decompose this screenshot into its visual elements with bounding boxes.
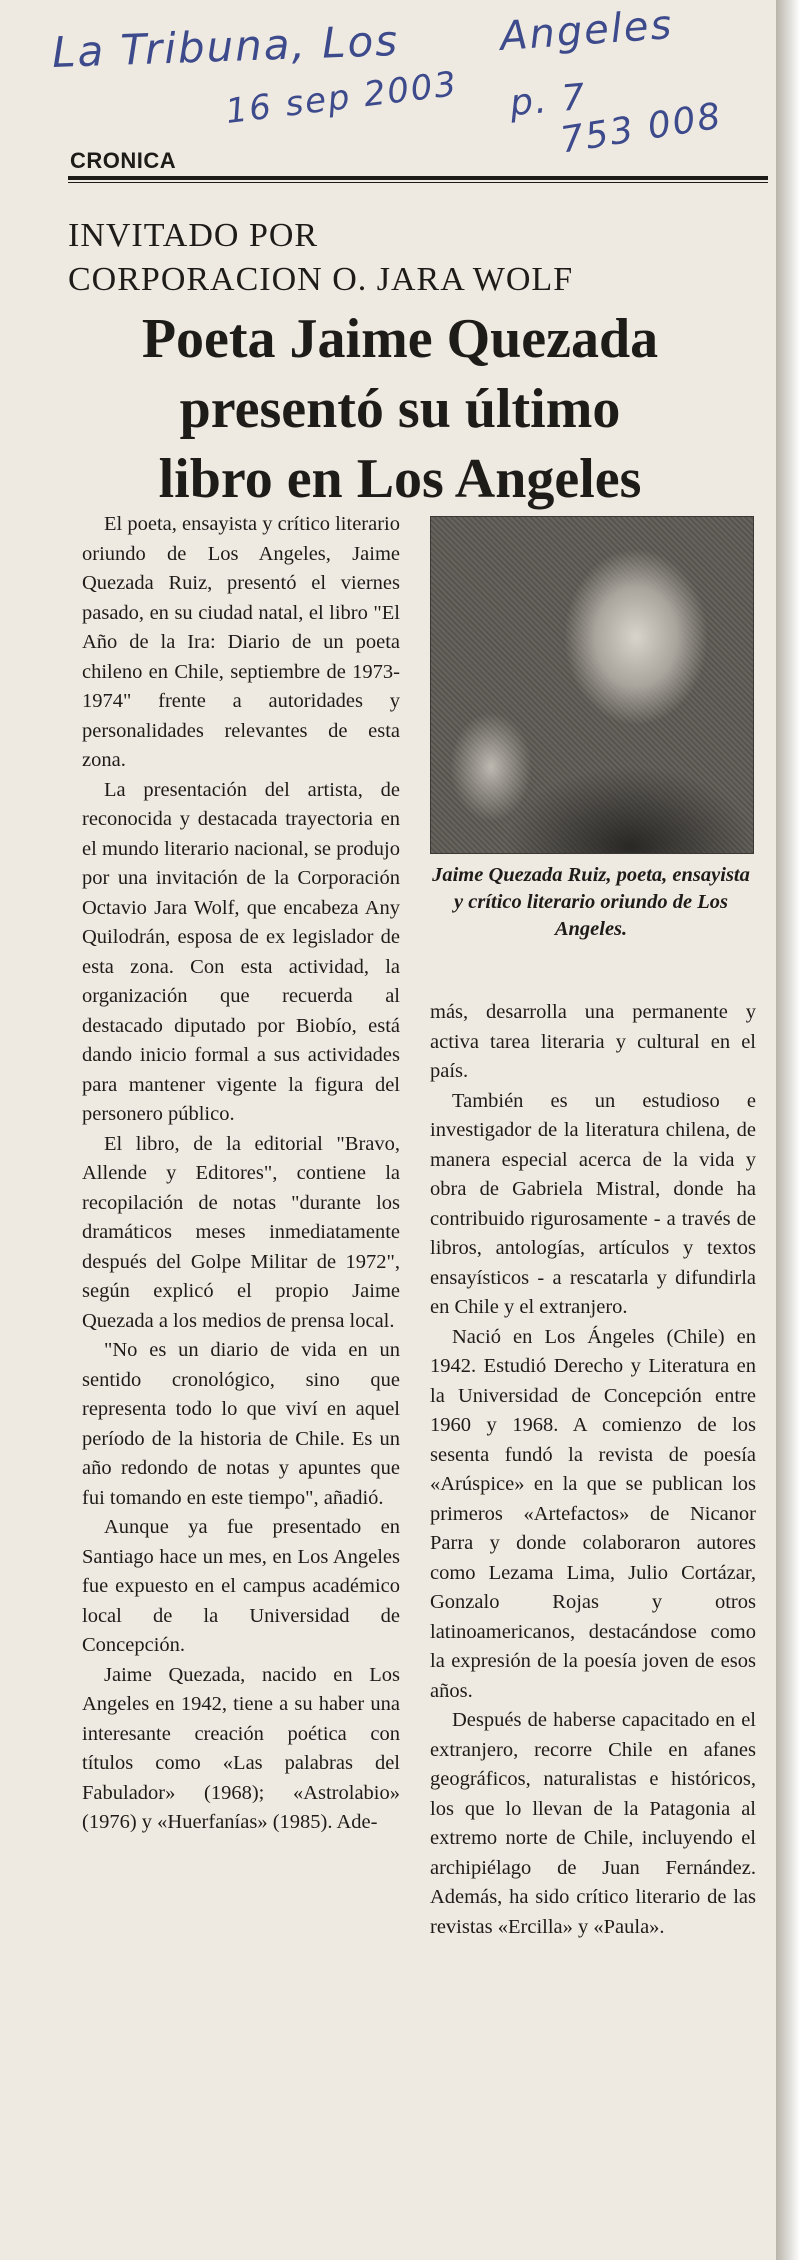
paragraph: El poeta, ensayista y crítico literario oriundo de Los Angeles, Jaime Quezada Ruiz, presentó el viernes pasado, en su ciudad natal, el libro "El Año de la Ira: Diario de un poeta chileno en Chile, septiembre de 1973-1974" frente a autoridades y personalidades relevantes de esta zona. — [82, 513, 400, 771]
paragraph: más, desarrolla una permanente y activa tarea literaria y cultural en el país. — [430, 1001, 756, 1082]
paragraph: También es un estudioso e investigador de la literatura chilena, de manera especial acerca de la vida y obra de Gabriela Mistral, donde ha contribuido rigurosamente - a través de libros, antologías, artículos y textos ensayísticos - a rescatarla y difundirla en Chile y el extranjero. — [430, 1089, 756, 1318]
handwritten-city: Angeles — [498, 2, 675, 60]
paragraph: La presentación del artista, de reconocida y destacada trayectoria en el mundo literario nacional, se produjo por una invitación de la Corporación Octavio Jara Wolf, que encabeza Any Quilodrán, esposa de ex legislador de esta zona. Con esta actividad, la organización que recuerda al destacado diputado por Biobío, está dando inicio formal a sus actividades para mantener vigente la figura del personero público. — [82, 778, 400, 1125]
headline-line-1: Poeta Jaime Quezada — [141, 308, 659, 370]
section-rule-thin — [68, 182, 768, 183]
photo-caption: Jaime Quezada Ruiz, poeta, ensayista y crítico literario oriundo de Los Angeles. — [432, 864, 750, 940]
paragraph: Jaime Quezada, nacido en Los Angeles en 1942, tiene a su haber una interesante creación poética con títulos como «Las palabras del Fabulador» (1968); «Astrolabio» (1976) y «Huerfanías» (1985). Ade- — [82, 1663, 400, 1833]
page-edge-shadow — [776, 0, 800, 2260]
handwritten-code: 753 008 — [557, 95, 726, 162]
handwritten-date: 16 sep 2003 — [223, 63, 461, 133]
kicker-line-1: INVITADO POR — [68, 217, 319, 254]
section-label: CRONICA — [70, 148, 177, 173]
paragraph: Nació en Los Ángeles (Chile) en 1942. Estudió Derecho y Literatura en la Universidad de Concepción entre 1960 y 1968. A comienzo de los sesenta fundó la revista de poesía «Arúspice» en la que se publican los primeros «Artefactos» de Nicanor Parra y donde colaboraron autores como Lezama Lima, Julio Cortázar, Gonzalo Rojas y otros latinoamericanos, destacándose como la expresión de la poesía joven de esos años. — [430, 1325, 756, 1702]
paragraph: El libro, de la editorial "Bravo, Allende y Editores", contiene la recopilación de notas "durante los dramáticos meses inmediatamente después del Golpe Militar de 1972", según explicó el propio Jaime Quezada a los medios de prensa local. — [82, 1132, 400, 1332]
headline-line-2: presentó su último — [179, 378, 621, 440]
handwritten-page: p. 7 — [508, 76, 589, 125]
headline-line-3: libro en Los Angeles — [158, 448, 642, 510]
kicker-line-2: CORPORACION O. JARA WOLF — [68, 261, 574, 298]
paragraph: Aunque ya fue presentado en Santiago hace un mes, en Los Angeles fue expuesto en el campus académico local de la Universidad de Concepción. — [82, 1516, 400, 1656]
handwritten-source: La Tribuna, Los — [51, 15, 400, 78]
paragraph: "No es un diario de vida en un sentido cronológico, sino que representa todo lo que viví en aquel período de la historia de Chile. Es un año redondo de notas y apuntes que fui tomando en este tiempo", añadió. — [82, 1339, 400, 1509]
paragraph: Después de haberse capacitado en el extranjero, recorre Chile en afanes geográficos, naturalistas e históricos, los que lo llevan de la Patagonia al extremo norte de Chile, incluyendo el archipiélago de Juan Fernández. Además, ha sido crítico literario de las revistas «Ercilla» y «Paula». — [430, 1709, 756, 1938]
headline — [40, 304, 760, 514]
article-column-right — [430, 998, 756, 1942]
section-rule — [68, 176, 768, 180]
author-photo — [430, 516, 754, 854]
kicker — [68, 214, 758, 302]
article-column-left — [82, 510, 400, 1838]
